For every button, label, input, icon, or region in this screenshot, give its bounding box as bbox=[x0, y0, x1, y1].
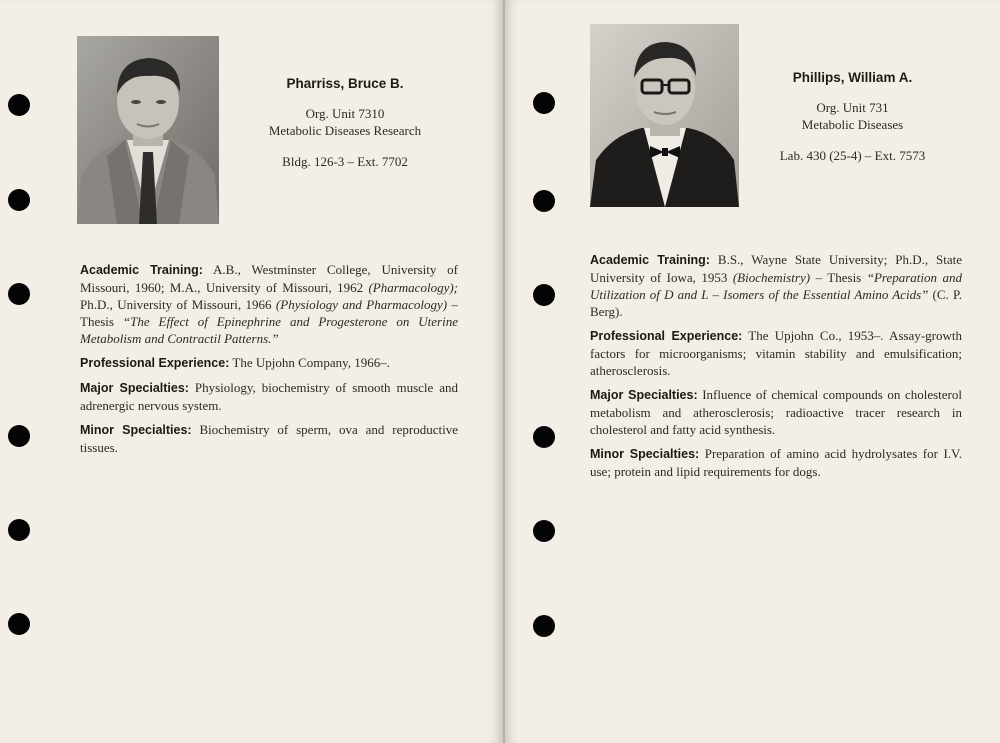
academic-training: Academic Training: A.B., Westminster College, University of Missouri, 1960; M.A., University of Missouri, 1962 (Pharmacology); Ph.D., University of Missouri, 1966 (Physiology and Pharmacology) –Thesis “The Effect of Epinephrine and Progesterone on Uterine Metabolism and Contractil Patterns.” bbox=[80, 262, 459, 346]
professional-experience: Professional Experience: The Upjohn Co., 1953–. Assay-growth factors for microorganisms; vitamin stability and emulsification; atherosclerosis. bbox=[590, 328, 962, 378]
profile-body bbox=[80, 261, 458, 463]
thesis-title: “Preparation and Utilization of D and L – Isomers of the Essential Amino Acids” bbox=[590, 270, 962, 302]
minor-specialties: Minor Specialties: Preparation of amino acid hydrolysates for I.V. use; protein and lipid requirements for dogs. bbox=[590, 446, 962, 479]
binder-hole bbox=[8, 189, 30, 211]
contact-header bbox=[230, 76, 460, 170]
location-extension: Bldg. 126-3 – Ext. 7702 bbox=[282, 154, 408, 169]
department: Metabolic Diseases Research bbox=[268, 123, 422, 138]
academic-training: Academic Training: B.S., Wayne State University; Ph.D., State University of Iowa, 1953 (Biochemistry) – Thesis “Preparation and Utilization of D and L – Isomers of the Essential Amino Acids” (C. P. Berg). bbox=[590, 252, 962, 319]
binder-hole bbox=[533, 520, 555, 542]
portrait-photo bbox=[590, 24, 739, 207]
binder-hole bbox=[533, 284, 555, 306]
person-name: Pharriss, Bruce B. bbox=[286, 76, 404, 91]
minor-specialties: Minor Specialties: Biochemistry of sperm, ova and reproductive tissues. bbox=[80, 422, 458, 455]
binder-hole bbox=[533, 615, 555, 637]
professional-experience: Professional Experience: The Upjohn Company, 1966–. bbox=[80, 355, 391, 370]
person-name: Phillips, William A. bbox=[792, 70, 913, 85]
contact-header bbox=[745, 70, 960, 164]
binder-hole bbox=[533, 190, 555, 212]
binder-hole bbox=[8, 425, 30, 447]
section-label: Minor Specialties: bbox=[590, 447, 700, 461]
section-label: Academic Training: bbox=[590, 253, 710, 267]
org-unit: Org. Unit 731 bbox=[816, 100, 889, 115]
section-label: Minor Specialties: bbox=[80, 423, 192, 437]
location-extension: Lab. 430 (25-4) – Ext. 7573 bbox=[779, 148, 926, 163]
portrait-photo bbox=[77, 36, 219, 224]
section-label: Academic Training: bbox=[80, 263, 203, 277]
department: Metabolic Diseases bbox=[801, 117, 904, 132]
binder-hole bbox=[8, 613, 30, 635]
major-specialties: Major Specialties: Physiology, biochemistry of smooth muscle and adrenergic nervous system. bbox=[80, 380, 458, 413]
major-specialties: Major Specialties: Influence of chemical compounds on cholesterol metabolism and atherosclerosis; radioactive tracer research in cholesterol and fatty acid synthesis. bbox=[590, 387, 962, 437]
thesis-title: “The Effect of Epinephrine and Progesterone on Uterine Metabolism and Contractil Patterns.” bbox=[80, 314, 458, 346]
org-unit: Org. Unit 7310 bbox=[305, 106, 385, 121]
right-page bbox=[505, 0, 1000, 743]
section-label: Major Specialties: bbox=[590, 388, 698, 402]
binder-hole bbox=[533, 426, 555, 448]
section-label: Major Specialties: bbox=[80, 381, 189, 395]
section-label: Professional Experience: bbox=[590, 329, 743, 343]
section-label: Professional Experience: bbox=[80, 356, 230, 370]
binder-hole bbox=[8, 283, 30, 305]
binder-hole bbox=[8, 94, 30, 116]
binder-hole bbox=[8, 519, 30, 541]
binder-hole bbox=[533, 92, 555, 114]
profile-body bbox=[590, 251, 962, 487]
